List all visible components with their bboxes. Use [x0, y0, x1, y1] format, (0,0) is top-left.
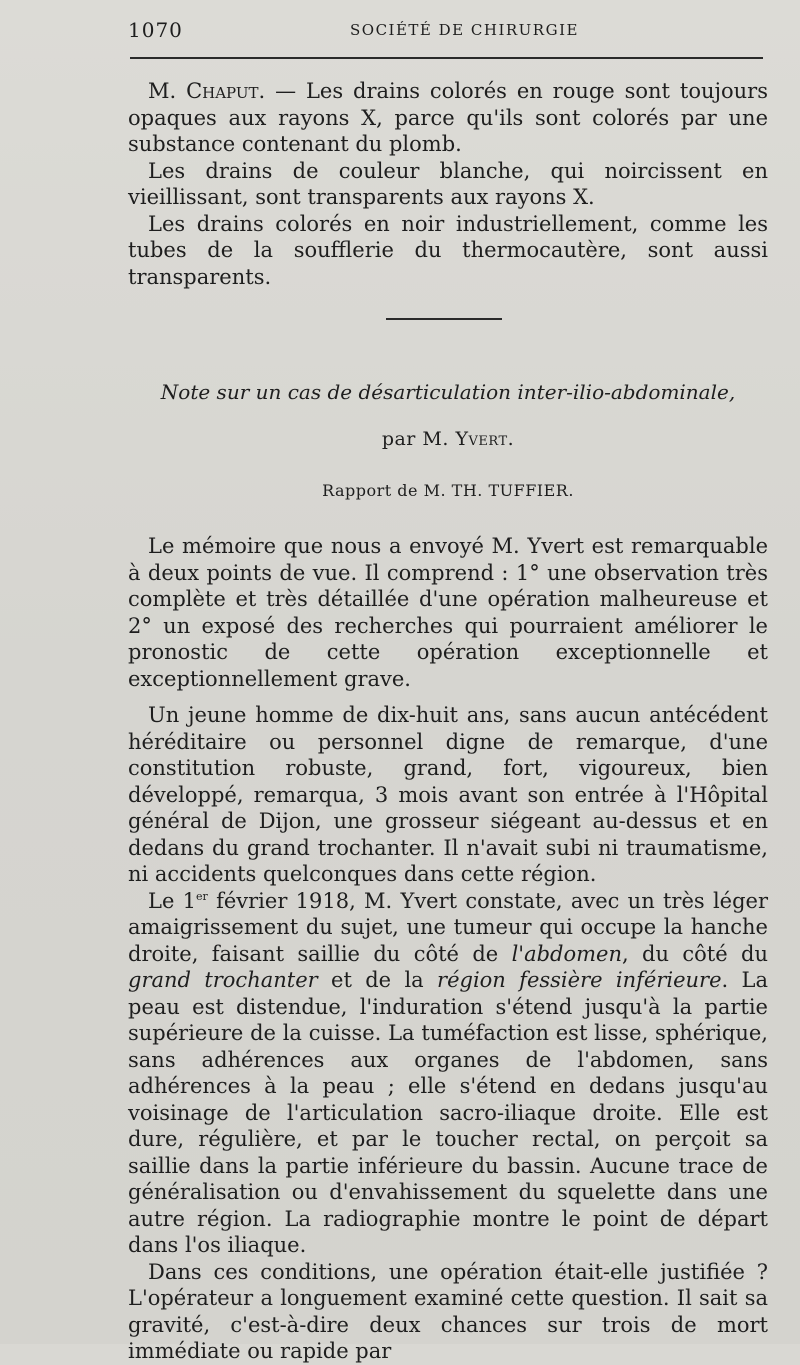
case-paragraph-1: Un jeune homme de dix-huit ans, sans aucun antécédent héréditaire ou personnel digne de remarque, d'une constitution robuste, grand, fort, vigoureux, bien développé, remarqua, 3 mois avant son entrée à l'Hôpital général de Dijon, une grosseur siégeant au-dessus et en dedans du grand trochanter. Il n'avait subi ni traumatisme, ni accidents quelconques dans cette région.	[128, 703, 768, 886]
section-separator	[386, 318, 502, 320]
header-rule	[130, 57, 763, 59]
speaker-name: M. Chaput.	[148, 79, 266, 103]
discussion-paragraph-3: Les drains colorés en noir industriellement, comme les tubes de la soufflerie du thermocautère, sont aussi transparents.	[128, 211, 768, 289]
article-title: Note sur un cas de désarticulation inter-ilio-abdominale,	[160, 380, 736, 404]
case-block	[128, 702, 768, 1365]
article-author: par M. Yvert.	[381, 428, 515, 450]
report-line: Rapport de M. TH. TUFFIER.	[322, 481, 574, 500]
running-title: SOCIÉTÉ DE CHIRURGIE	[350, 21, 579, 39]
page-number: 1070	[128, 18, 183, 42]
case-paragraph-2: Le 1er février 1918, M. Yvert constate, avec un très léger amaigrissement du sujet, une tumeur qui occupe la hanche droite, faisant saillie du côté de l'abdomen, du côté du grand trochanter et de la région fessière inférieure. La peau est distendue, l'induration s'étend jusqu'à la partie supérieure de la cuisse. La tuméfaction est lisse, sphérique, sans adhérences aux organes de l'abdomen, sans adhérences à la peau ; elle s'étend en dedans jusqu'au voisinage de l'articulation sacro-iliaque droite. Elle est dure, régulière, et par le toucher rectal, on perçoit sa saillie dans la partie inférieure du bassin. Aucune trace de généralisation ou d'envahissement du squelette dans une autre région. La radiographie montre le point de départ dans l'os iliaque.	[128, 888, 768, 1257]
memoire-block	[128, 533, 768, 692]
page-header	[128, 18, 763, 44]
author-name: Yvert	[455, 428, 508, 450]
case-paragraph-3: Dans ces conditions, une opération était-elle justifiée ? L'opérateur a longuement examiné cette question. Il sait sa gravité, c'est-à-dire deux chances sur trois de mort immédiate ou rapide par	[128, 1259, 768, 1363]
memoire-paragraph: Le mémoire que nous a envoyé M. Yvert est remarquable à deux points de vue. Il comprend : 1° une observation très complète et très détaillée d'une opération malheureuse et 2° un exposé des recherches qui pourraient améliorer le pronostic de cette opération exceptionnelle et exceptionnellement grave.	[128, 534, 768, 691]
discussion-block	[128, 78, 768, 290]
discussion-paragraph-1: M. Chaput. — Les drains colorés en rouge sont toujours opaques aux rayons X, parce qu'ils sont colorés par une substance contenant du plomb.	[128, 79, 768, 156]
discussion-paragraph-2: Les drains de couleur blanche, qui noircissent en vieillissant, sont transparents aux rayons X.	[128, 158, 768, 209]
